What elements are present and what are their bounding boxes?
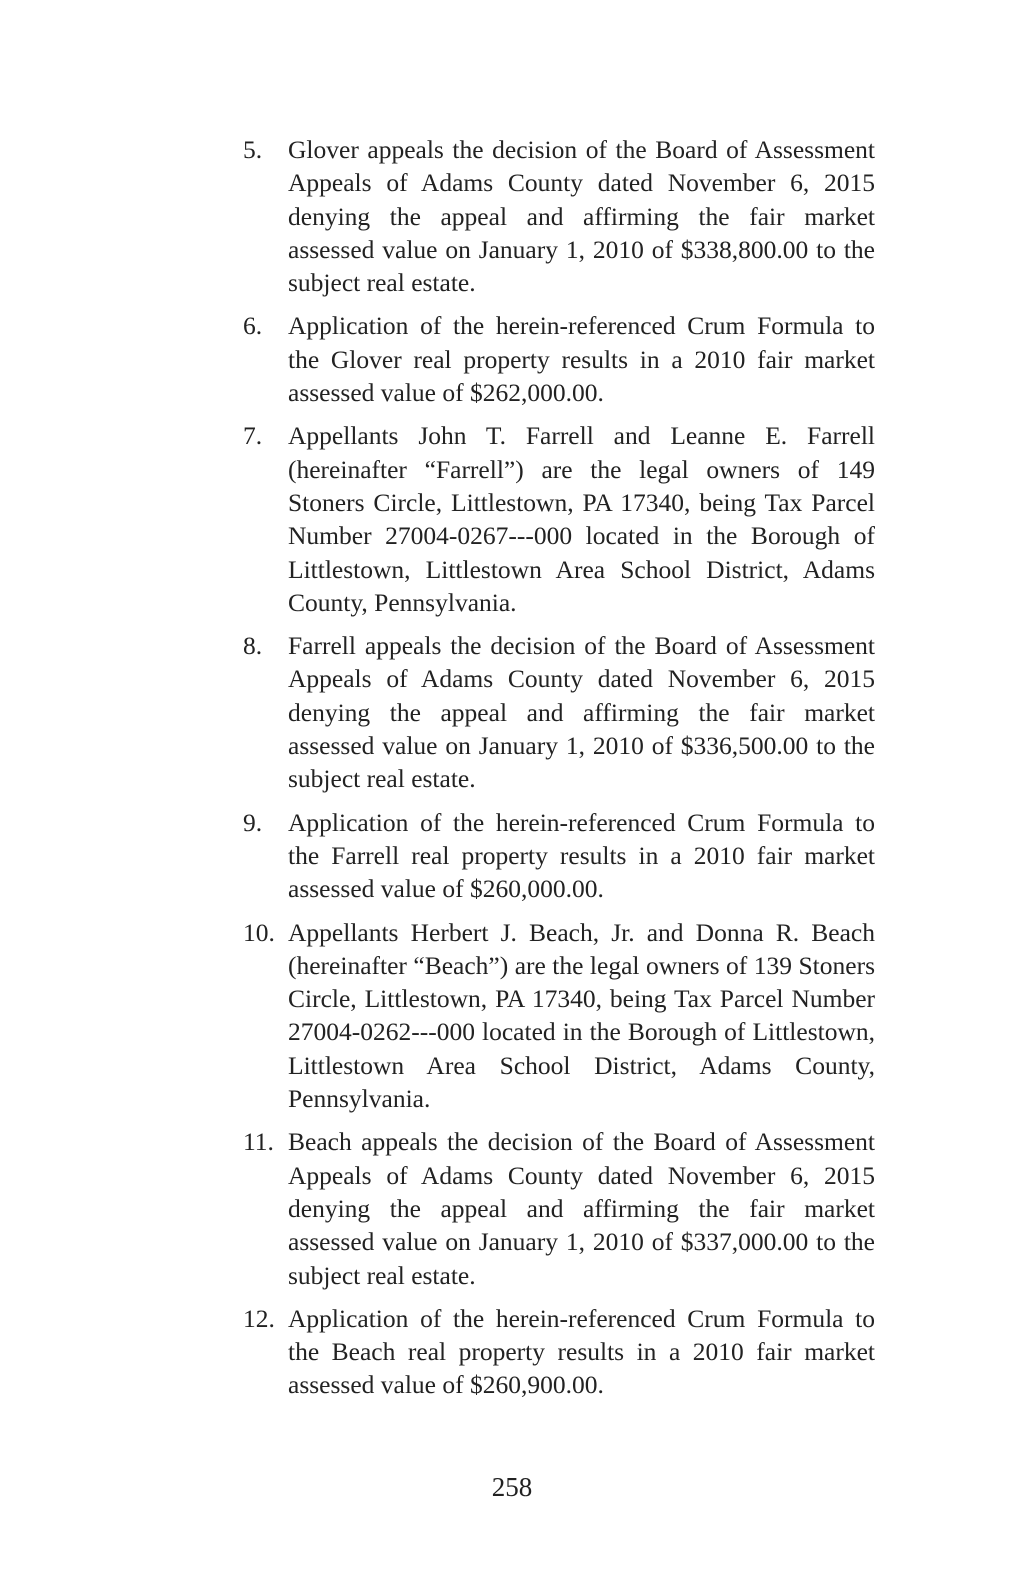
paragraph-text: Application of the herein-referenced Crum Formula to the Beach real property results in a 2010 fair market assessed value of $260,900.00. — [288, 1303, 875, 1400]
numbered-paragraph-list — [243, 133, 883, 1402]
paragraph-text: Appellants Herbert J. Beach, Jr. and Donna R. Beach (hereinafter “Beach”) are the legal owners of 139 Stoners Circle, Littlestown, PA 17340, being Tax Parcel Number 27004-0262---000 located in the Borough of Littlestown, Littlestown Area School District, Adams County, Pennsylvania. — [288, 917, 875, 1114]
paragraph-text: Application of the herein-referenced Crum Formula to the Glover real property results in a 2010 fair market assessed value of $262,000.00. — [288, 311, 875, 408]
paragraph-6 — [243, 309, 883, 409]
paragraph-number: 11. — [243, 1127, 274, 1157]
paragraph-8 — [243, 629, 883, 795]
paragraph-text: Appellants John T. Farrell and Leanne E. Farrell (hereinafter “Farrell”) are the legal owners of 149 Stoners Circle, Littlestown, PA 17340, being Tax Parcel Number 27004-0267---000 located in the Borough of Littlestown, Littlestown Area School District, Adams County, Pennsylvania. — [288, 421, 875, 617]
paragraph-number: 8. — [243, 631, 263, 661]
paragraph-7 — [243, 419, 883, 619]
paragraph-number: 5. — [243, 135, 263, 164]
paragraph-text: Farrell appeals the decision of the Board of Assessment Appeals of Adams County dated November 6, 2015 denying the appeal and affirming the fair market assessed value on January 1, 2010 of $336,500.00 to the subject real estate. — [288, 631, 875, 794]
paragraph-number: 9. — [243, 807, 263, 837]
paragraph-11 — [243, 1125, 883, 1291]
paragraph-text: Beach appeals the decision of the Board of Assessment Appeals of Adams County dated November 6, 2015 denying the appeal and affirming the fair market assessed value on January 1, 2010 of $337,000.00 to the subject real estate. — [288, 1127, 875, 1290]
paragraph-10 — [243, 916, 883, 1116]
paragraph-12 — [243, 1302, 883, 1402]
paragraph-number: 6. — [243, 311, 263, 341]
paragraph-number: 7. — [243, 421, 263, 451]
paragraph-5 — [243, 133, 883, 299]
paragraph-9 — [243, 806, 883, 906]
paragraph-number: 12. — [243, 1303, 275, 1333]
paragraph-number: 10. — [243, 917, 275, 947]
paragraph-text: Glover appeals the decision of the Board of Assessment Appeals of Adams County dated November 6, 2015 denying the appeal and affirming the fair market assessed value on January 1, 2010 of $338,800.00 to the subject real estate. — [288, 135, 875, 298]
paragraph-text: Application of the herein-referenced Crum Formula to the Farrell real property results in a 2010 fair market assessed value of $260,000.00. — [288, 807, 875, 904]
page-number: 258 — [491, 1472, 533, 1502]
